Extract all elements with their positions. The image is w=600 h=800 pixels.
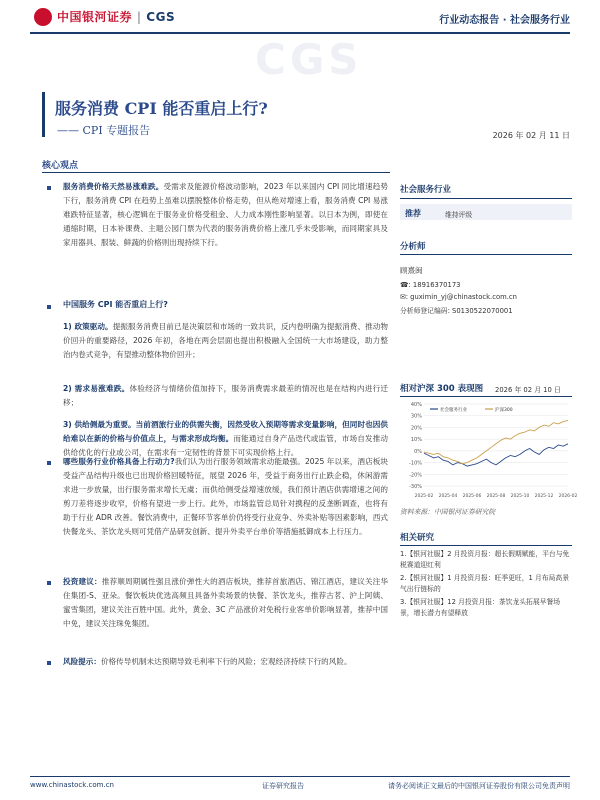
x-tick-label: 2026-02 (558, 494, 578, 499)
y-tick-label: 30% (410, 413, 422, 420)
y-tick-label: 20% (410, 425, 422, 432)
report-subtitle: —— CPI 专题报告 (57, 124, 151, 137)
paragraph-demand (63, 382, 388, 410)
sidebar-divider (400, 198, 572, 199)
sidebar-divider (400, 254, 572, 255)
analyst-email[interactable]: ✉: guximin_yj@chinastock.com.cn (400, 293, 517, 301)
footer-divider (30, 776, 570, 777)
paragraph-body: 而能通过自身产品迭代或监管，市场自发推动供给优化的行业或公司，在需求有一定韧性的背景下可实现价格上行。 (63, 434, 389, 457)
footer-disclaimer: 请务必阅读正文最后的中国银河证券股份有限公司免责声明 (388, 782, 570, 790)
company-logo-icon (34, 8, 52, 26)
y-tick-label: 0% (414, 448, 422, 455)
report-date: 2026 年 02 月 11 日 (492, 131, 570, 140)
sidebar-industry: 社会服务行业 (400, 185, 452, 195)
relative-performance-chart (400, 400, 578, 500)
bullet-icon (47, 581, 51, 585)
bullet-icon (47, 305, 51, 309)
logo-name: 中国银河证券 (57, 10, 133, 24)
paragraph-lead: 2) 需求易涨难跌。 (63, 384, 130, 393)
x-tick-label: 2025-08 (486, 494, 506, 499)
footer-site[interactable]: www.chinastock.com.cn (30, 781, 114, 789)
rating-label: 推荐 (405, 209, 421, 218)
analyst-phone: ☎: 18916370173 (400, 281, 461, 289)
paragraph-risk (63, 655, 388, 669)
section-divider (42, 172, 390, 173)
heading-cpi-question: 中国服务 CPI 能否重启上行? (63, 300, 168, 309)
paragraph-lead: 投资建议： (63, 577, 102, 586)
legend-label: 社会服务行业 (440, 408, 467, 413)
report-title: 服务消费 CPI 能否重启上行? (55, 99, 268, 118)
footer-center: 证券研究报告 (262, 782, 304, 790)
chart-title: 相对沪深 300 表现图 (400, 384, 484, 394)
analyst-cert: 分析师登记编码: S0130522070001 (400, 307, 513, 315)
paragraph-supply (63, 418, 388, 460)
rating-box (400, 204, 572, 220)
paragraph-body: 受需求及能源价格波动影响，2023 年以来国内 CPI 同比增速趋势下行，服务消费 CPI 在趋势上虽难以摆脱整体价格走势，但从绝对增速上看，服务消费 CPI 易涨难跌特征显著，核心逻辑在于服务业价格受租金、人力成本刚性影响显著。以日本为例，即使在通缩时期，日本补课费、主题公园门票为代表的服务消费价格上涨几乎未受影响，而同期家具及家用器具、服装、鲜蔬的价格则出现持续下行。 (63, 182, 388, 247)
y-tick-label: -30% (409, 484, 422, 490)
y-tick-label: 10% (410, 437, 422, 444)
paragraph-investment (63, 575, 388, 631)
paragraph-policy (63, 320, 388, 362)
x-tick-label: 2025-04 (438, 494, 458, 499)
paragraph-lead: 1) 政策驱动。 (63, 322, 113, 331)
paragraph-core-1 (63, 180, 388, 250)
paragraph-lead: 服务消费价格天然易涨难跌。 (63, 182, 164, 191)
paragraph-body: 我们认为出行服务领域需求动能最强。2025 年以来，酒店板块受益产品结构升级也已出现价格回暖特征，展望 2026 年，受益于商务出行止跌企稳，休闲游需求进一步放量，出行服务需求增长无虞；而供给侧受益增速放缓，我们预计酒店供需增速之间的剪刀差将逐步收窄，价格有望进一步上行。此外，市场监管总局针对携程的反垄断调查，也将有助于行业 ADR 改善。餐饮消费中，正餐环节客单价仍将受行业竞争、外卖补贴等因素影响，西式快餐龙头、茶饮龙头则可凭借产品研发创新、提升外卖平台单价等措施抵御成本上行压力。 (63, 457, 388, 536)
chart-source: 资料来源：中国银河证券研究院 (400, 508, 496, 516)
logo-divider: | (136, 10, 142, 24)
bullet-icon (47, 661, 51, 665)
paragraph-lead: 3) 供给侧最为重要。当前酒旅行业的供需失衡，因然受收入预期等需求变量影响，但同时也因供给难以在新的价格与价值点上，与需求形成均衡。 (63, 420, 388, 443)
legend-label: 沪深300 (495, 408, 513, 413)
related-item[interactable]: 2.【银河社服】1 月投资月报：旺季更旺，1 月布局高景气出行链标的 (400, 574, 569, 593)
y-tick-label: -20% (409, 472, 422, 479)
analyst-name: 顾熹闽 (400, 266, 423, 275)
paragraph-body: 提振服务消费目前已是决策层和市场的一致共识，反内卷明确为提振消费、推动物价回升的重要路径，2026 年初，各地在两会层面也提出积极融入全国统一大市场建设，助力整治内卷式竞争，有望推动整体物价回升； (63, 322, 388, 359)
y-tick-label: 40% (410, 402, 422, 408)
section-core-label: 核心观点 (42, 161, 79, 171)
bullet-icon (47, 186, 51, 190)
company-logo-text (57, 8, 175, 25)
x-tick-label: 2025-10 (510, 494, 530, 499)
related-title: 相关研究 (400, 533, 435, 543)
chart-date: 2026 年 02 月 10 日 (495, 386, 561, 394)
x-tick-label: 2025-12 (534, 494, 554, 499)
paragraph-body: 体验经济与情绪价值加持下，服务消费需求最差的情况也是在结构内进行迁移； (63, 384, 388, 407)
y-tick-label: -10% (409, 460, 422, 467)
related-item[interactable]: 3.【银河社服】12 月投资月报：茶饮龙头拓展早餐场景，增长潜力有望释放 (400, 598, 561, 617)
header-divider (30, 32, 570, 34)
paragraph-which-industries (63, 455, 388, 539)
bullet-icon (47, 461, 51, 465)
paragraph-body: 价格传导机制未达预期导致毛利率下行的风险；宏观经济持续下行的风险。 (100, 657, 352, 666)
x-tick-label: 2025-02 (414, 494, 434, 499)
rating-value: 维持评级 (445, 211, 473, 219)
logo-cgs: CGS (146, 10, 176, 24)
sidebar-divider (400, 396, 572, 397)
related-item[interactable]: 1.【银河社服】2 月投资月报：超长假期赋能，平台与免税赛道迎红利 (400, 550, 570, 569)
report-category: 行业动态报告 · 社会服务行业 (439, 15, 570, 26)
paragraph-lead: 哪些服务行业价格具备上行动力? (63, 457, 175, 466)
sidebar-divider (400, 545, 572, 546)
analyst-label: 分析师 (400, 242, 426, 252)
paragraph-body: 推荐顺周期属性强且涨价弹性大的酒店板块，推荐首旅酒店、锦江酒店，建议关注华住集团-S、亚朵。餐饮板块优选高频且具备外卖场景的快餐、茶饮龙头，推荐古茗、沪上阿姨、蜜雪集团，建议关注百胜中国。此外，黄金、3C 产品涨价对免税行业客单价影响显著，推荐中国中免，建议关注珠免集团。 (63, 577, 389, 628)
series-line-1 (424, 420, 568, 463)
x-tick-label: 2025-06 (462, 494, 482, 499)
watermark: CGS (255, 35, 363, 84)
paragraph-lead: 风险提示： (63, 657, 101, 666)
title-accent-bar (42, 92, 45, 137)
